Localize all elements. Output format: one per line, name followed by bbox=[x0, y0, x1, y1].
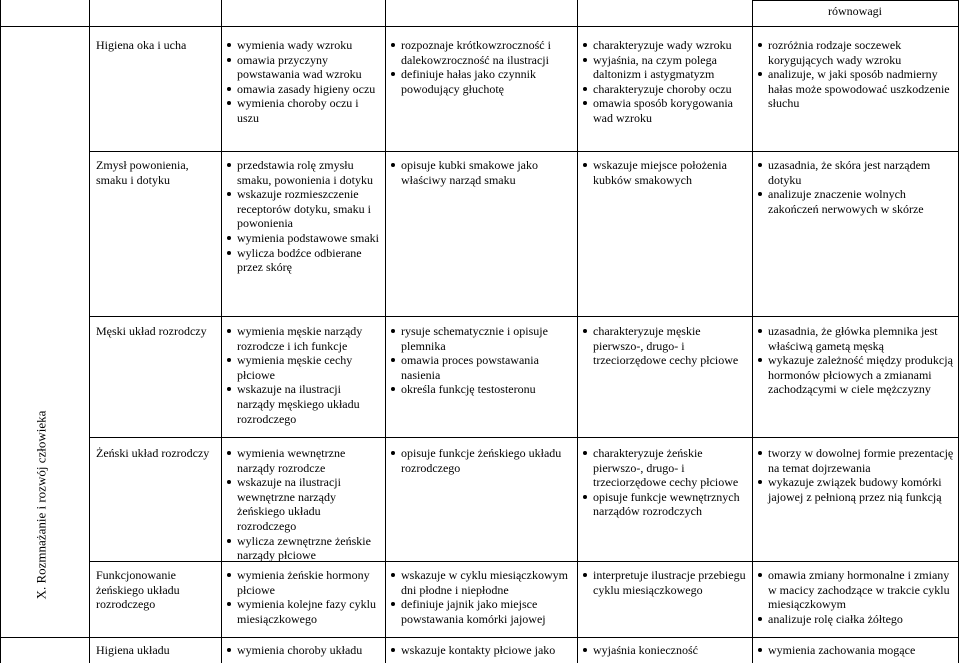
list-item: analizuje rolę ciałka żółtego bbox=[756, 612, 954, 627]
list-item: wymienia wewnętrzne narządy rozrodcze bbox=[225, 446, 381, 475]
requirements-extended bbox=[389, 446, 573, 475]
requirements-advanced bbox=[581, 446, 748, 519]
table-divider bbox=[89, 0, 90, 663]
list-item: charakteryzuje męskie pierwszo-, drugo- i trzeciorzędowe cechy płciowe bbox=[581, 324, 748, 368]
list-item: wskazuje rozmieszczenie receptorów dotyku, smaku i powonienia bbox=[225, 187, 381, 231]
list-item: wymienia żeńskie hormony płciowe bbox=[225, 568, 381, 597]
list-item: definiuje hałas jako czynnik powodujący głuchotę bbox=[389, 67, 573, 96]
list-item: wykazuje zależność między produkcją hormonów płciowych a zmianami zachodzącymi w ciele mężczyzny bbox=[756, 353, 954, 397]
table-divider bbox=[221, 0, 222, 663]
list-item: opisuje funkcje żeńskiego układu rozrodczego bbox=[389, 446, 573, 475]
list-item: tworzy w dowolnej formie prezentację na temat dojrzewania bbox=[756, 446, 954, 475]
list-item: rysuje schematycznie i opisuje plemnika bbox=[389, 324, 573, 353]
requirements-extended bbox=[389, 643, 577, 658]
list-item: wskazuje w cyklu miesiączkowym dni płodne i niepłodne bbox=[389, 568, 573, 597]
list-item: opisuje funkcje wewnętrznych narządów rozrodczych bbox=[581, 490, 748, 519]
requirements-basic bbox=[225, 568, 381, 626]
list-item: wymienia choroby układu bbox=[225, 643, 385, 658]
table-row-border bbox=[0, 26, 959, 27]
topic-cell: Zmysł powonienia, smaku i dotyku bbox=[96, 158, 189, 187]
requirements-basic bbox=[225, 446, 381, 563]
continued-text: równowagi bbox=[828, 4, 882, 18]
requirements-advanced bbox=[581, 158, 748, 187]
list-item: wskazuje na ilustracji narządy męskiego układu rozrodczego bbox=[225, 382, 381, 426]
topic-cell: Męski układ rozrodczy bbox=[96, 324, 207, 338]
requirements-highest bbox=[756, 158, 954, 216]
list-item: wylicza zewnętrzne żeńskie narządy płciowe bbox=[225, 534, 381, 563]
list-item: omawia zmiany hormonalne i zmiany w macicy zachodzące w trakcie cyklu miesiączkowym bbox=[756, 568, 954, 612]
list-item: uzasadnia, że skóra jest narządem dotyku bbox=[756, 158, 954, 187]
requirements-extended bbox=[389, 568, 573, 626]
requirements-highest bbox=[756, 324, 954, 397]
list-item: wymienia męskie cechy płciowe bbox=[225, 353, 381, 382]
section-title: X. Rozmnażanie i rozwój człowieka bbox=[33, 410, 49, 600]
list-item: charakteryzuje choroby oczu bbox=[581, 82, 748, 97]
table-row-border bbox=[752, 0, 959, 1]
topic-cell: Żeński układ rozrodczy bbox=[96, 446, 210, 460]
requirements-highest bbox=[756, 643, 956, 658]
list-item: wylicza bodźce odbierane przez skórę bbox=[225, 246, 381, 275]
list-item: analizuje, w jaki sposób nadmierny hałas może spowodować uszkodzenie słuchu bbox=[756, 67, 954, 111]
list-item: wyjaśnia, na czym polega daltonizm i astygmatyzm bbox=[581, 53, 748, 82]
requirements-advanced bbox=[581, 324, 748, 368]
table-divider bbox=[385, 0, 386, 663]
list-item: wyjaśnia konieczność bbox=[581, 643, 751, 658]
list-item: charakteryzuje żeńskie pierwszo-, drugo- i trzeciorzędowe cechy płciowe bbox=[581, 446, 748, 490]
requirements-highest bbox=[756, 446, 954, 504]
requirements-extended bbox=[389, 38, 573, 96]
list-item: omawia przyczyny powstawania wad wzroku bbox=[225, 53, 381, 82]
topic-cell: Higiena układu bbox=[96, 643, 170, 657]
requirements-basic bbox=[225, 158, 381, 275]
requirements-highest bbox=[756, 568, 954, 626]
requirements-advanced bbox=[581, 643, 751, 658]
list-item: wykazuje związek budowy komórki jajowej z pełnioną przez nią funkcją bbox=[756, 475, 954, 504]
requirements-advanced bbox=[581, 38, 748, 126]
list-item: wymienia męskie narządy rozrodcze i ich funkcje bbox=[225, 324, 381, 353]
table-row-border bbox=[89, 151, 959, 152]
list-item: definiuje jajnik jako miejsce powstawania komórki jajowej bbox=[389, 597, 573, 626]
list-item: omawia sposób korygowania wad wzroku bbox=[581, 96, 748, 125]
list-item: charakteryzuje wady wzroku bbox=[581, 38, 748, 53]
table-border-right bbox=[958, 0, 959, 663]
requirements-advanced bbox=[581, 568, 748, 597]
table-border-left bbox=[0, 0, 1, 663]
list-item: wymienia choroby oczu i uszu bbox=[225, 96, 381, 125]
table-row-border bbox=[89, 437, 959, 438]
table-divider bbox=[752, 0, 753, 663]
table-divider bbox=[577, 0, 578, 663]
list-item: omawia zasady higieny oczu bbox=[225, 82, 381, 97]
list-item: omawia proces powstawania nasienia bbox=[389, 353, 573, 382]
list-item: rozpoznaje krótkowzroczność i dalekowzroczność na ilustracji bbox=[389, 38, 573, 67]
topic-cell: Higiena oka i ucha bbox=[96, 38, 187, 52]
requirements-extended bbox=[389, 158, 573, 187]
table-row-border bbox=[89, 316, 959, 317]
requirements-basic bbox=[225, 324, 381, 426]
list-item: wymienia podstawowe smaki bbox=[225, 231, 381, 246]
requirements-highest bbox=[756, 38, 954, 111]
list-item: opisuje kubki smakowe jako właściwy narząd smaku bbox=[389, 158, 573, 187]
list-item: wymienia wady wzroku bbox=[225, 38, 381, 53]
list-item: wymienia kolejne fazy cyklu miesiączkowego bbox=[225, 597, 381, 626]
list-item: wskazuje kontakty płciowe jako bbox=[389, 643, 577, 658]
list-item: wskazuje na ilustracji wewnętrzne narządy żeńskiego układu rozrodczego bbox=[225, 475, 381, 533]
list-item: wskazuje miejsce położenia kubków smakowych bbox=[581, 158, 748, 187]
list-item: uzasadnia, że główka plemnika jest właściwą gametą męską bbox=[756, 324, 954, 353]
requirements-basic bbox=[225, 643, 385, 658]
table-row-border bbox=[0, 637, 959, 638]
table-row-border bbox=[89, 561, 959, 562]
requirements-extended bbox=[389, 324, 573, 397]
list-item: przedstawia rolę zmysłu smaku, powonienia i dotyku bbox=[225, 158, 381, 187]
list-item: wymienia zachowania mogące bbox=[756, 643, 956, 658]
list-item: interpretuje ilustracje przebiegu cyklu miesiączkowego bbox=[581, 568, 748, 597]
list-item: rozróżnia rodzaje soczewek korygujących wady wzroku bbox=[756, 38, 954, 67]
list-item: określa funkcję testosteronu bbox=[389, 382, 573, 397]
requirements-basic bbox=[225, 38, 381, 126]
topic-cell: Funkcjonowanie żeńskiego układu rozrodczego bbox=[96, 568, 180, 612]
list-item: analizuje znaczenie wolnych zakończeń nerwowych w skórze bbox=[756, 187, 954, 216]
